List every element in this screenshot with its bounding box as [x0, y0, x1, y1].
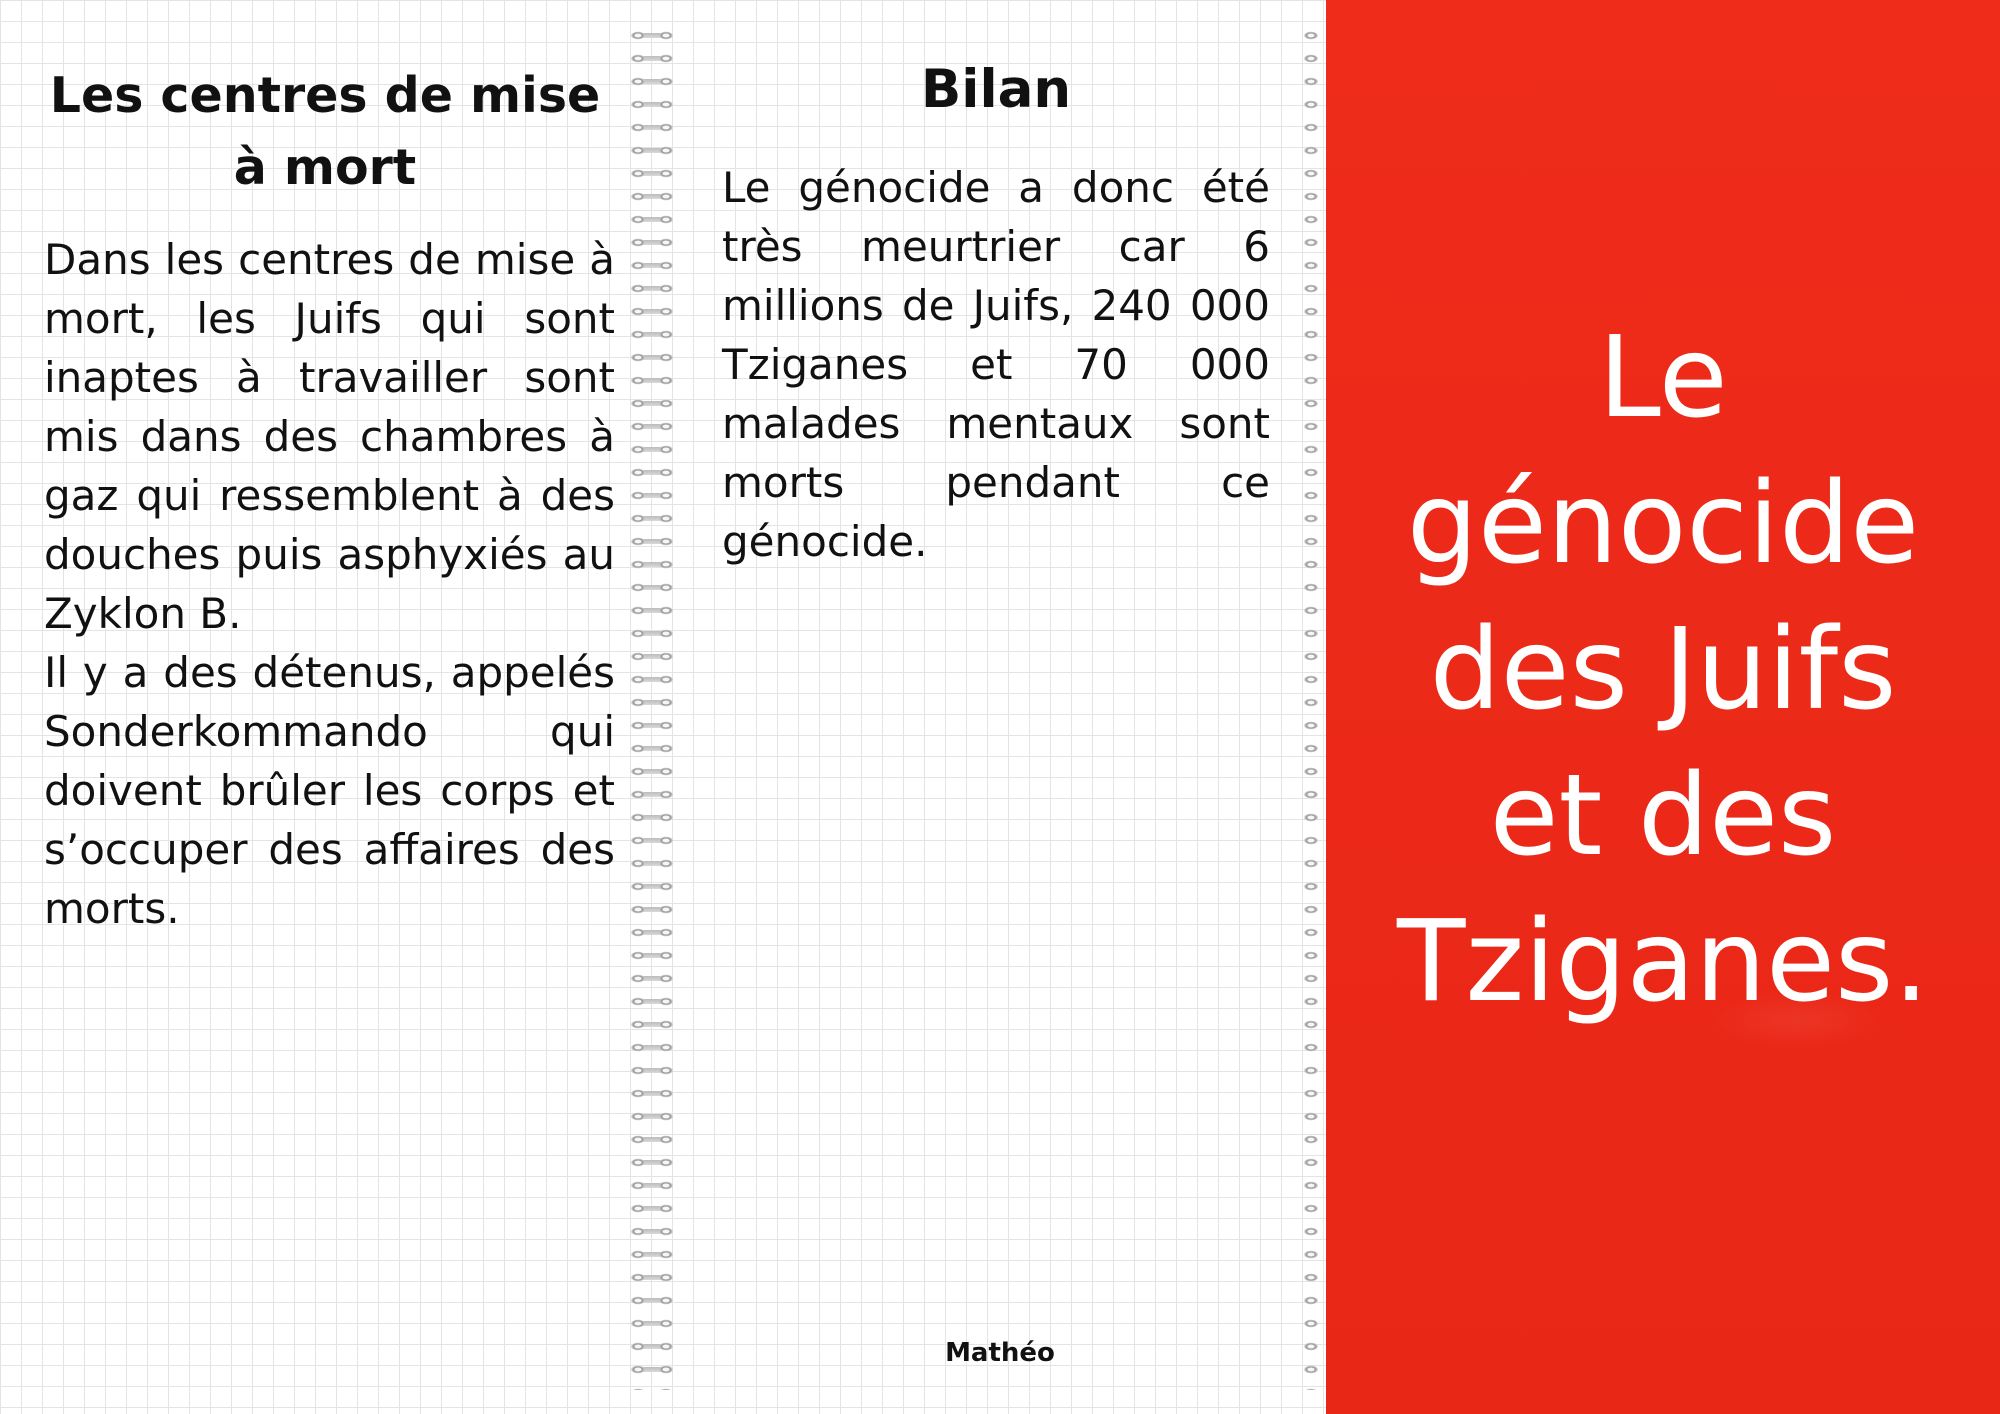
left-panel-paragraph-1: Dans les centres de mise à mort, les Juifs qui sont inaptes à travailler sont mis dans des chambres à gaz qui ressemblent à des douches puis asphyxiés au Zyklon B. — [44, 235, 615, 638]
author-name: Mathéo — [945, 1338, 1055, 1368]
left-panel — [30, 60, 620, 938]
cover-panel — [1326, 0, 2000, 1414]
spiral-binding-left — [630, 24, 674, 1390]
middle-panel-paragraph: Le génocide a donc été très meurtrier car 6 millions de Juifs, 240 000 Tziganes et 70 000 malades mentaux sont morts pendant ce génocide. — [722, 163, 1270, 566]
middle-panel — [722, 50, 1270, 571]
middle-panel-title: Bilan — [920, 59, 1072, 120]
spiral-binding-right — [1302, 24, 1320, 1390]
left-panel-title: Les centres de mise à mort — [49, 67, 601, 196]
left-panel-paragraph-2: Il y a des détenus, appelés Sonderkommando qui doivent brûler les corps et s’occuper des affaires des morts. — [44, 648, 615, 933]
cover-title: Le génocide des Juifs et des Tziganes. — [1397, 313, 1929, 1027]
